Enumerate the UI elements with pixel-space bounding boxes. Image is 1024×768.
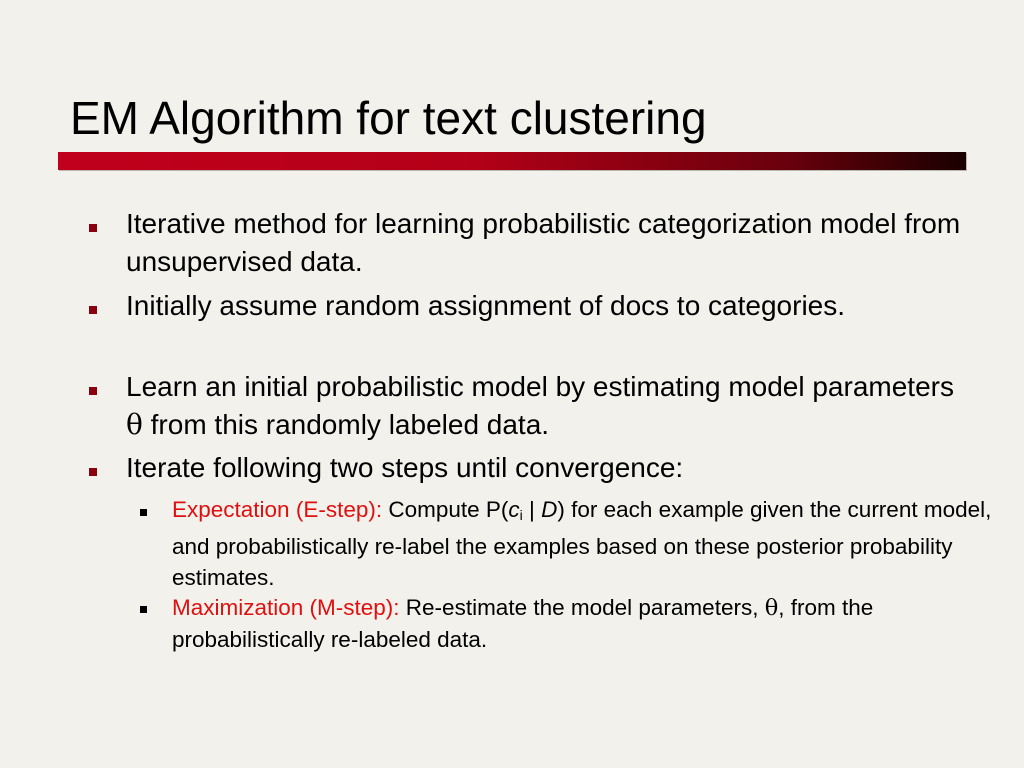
bullet-item: Initially assume random assignment of docs to categories. bbox=[126, 290, 846, 321]
theta-symbol: θ bbox=[126, 408, 143, 441]
bullet-text: from this randomly labeled data. bbox=[142, 409, 550, 440]
sub-bullet-text: Re-estimate the model parameters, bbox=[399, 595, 765, 620]
sub-bullet-square-icon bbox=[140, 509, 147, 516]
bullet-square-icon bbox=[89, 468, 97, 476]
sub-bullet-text: Compute P( bbox=[382, 497, 509, 522]
sub-bullet-item bbox=[172, 592, 992, 655]
bullet-square-icon bbox=[89, 306, 97, 314]
bullet-square-icon bbox=[89, 224, 97, 232]
e-step-label: Expectation (E-step): bbox=[172, 497, 383, 522]
separator: | bbox=[522, 497, 542, 522]
theta-symbol: θ bbox=[764, 595, 779, 621]
variable-c: c bbox=[508, 497, 520, 522]
bullet-text: Learn an initial probabilistic model by estimating model parameters bbox=[126, 371, 954, 402]
sub-bullet-text: ) for each example given the current model, and probabilistically re-label the examples based on these posterior probability estimates. bbox=[172, 497, 992, 590]
m-step-label: Maximization (M-step): bbox=[172, 595, 400, 620]
bullet-item: Iterate following two steps until convergence: bbox=[126, 452, 684, 483]
bullet-square-icon bbox=[89, 387, 97, 395]
sub-bullet-item bbox=[172, 494, 992, 593]
variable-d: D bbox=[541, 497, 558, 522]
sub-bullet-square-icon bbox=[140, 606, 147, 613]
slide-title: EM Algorithm for text clustering bbox=[70, 92, 707, 144]
bullet-item: Iterative method for learning probabilistic categorization model from unsupervised data. bbox=[126, 208, 961, 277]
sub-bullet-text: , from the probabilistically re-labeled data. bbox=[172, 595, 874, 652]
title-underline-bar bbox=[58, 152, 966, 170]
bullet-item bbox=[126, 368, 976, 444]
subscript-i: i bbox=[519, 507, 523, 523]
